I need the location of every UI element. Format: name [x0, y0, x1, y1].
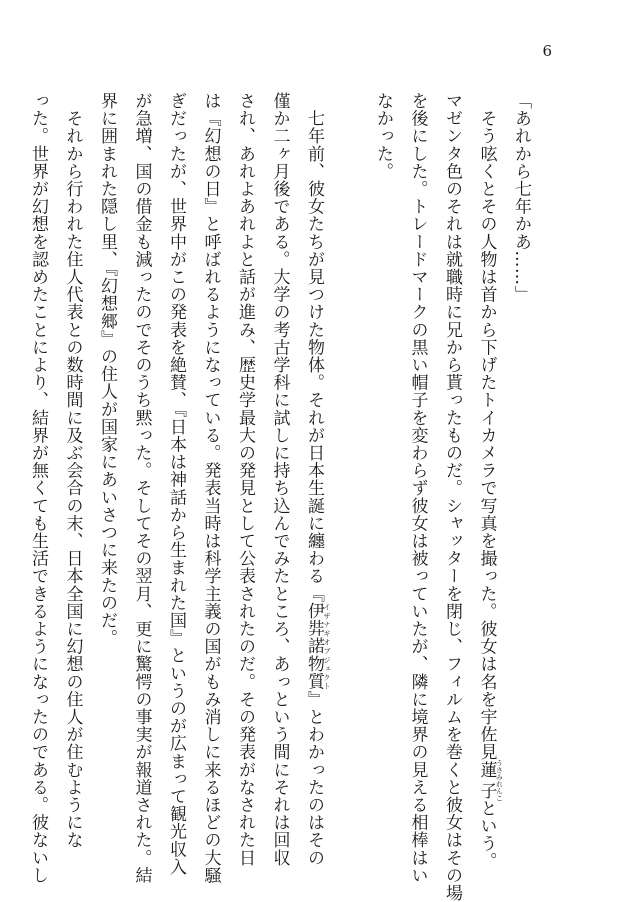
text-line: が急増、国の借金も減ったのでそのうち黙った。そしてその翌月、更に驚愕の事実が報道された。結 [131, 92, 152, 884]
text-segment: そう呟くとその人物は首から下げたトイカメラで写真を撮った。彼女は名を宇佐見 [476, 92, 497, 761]
text-segment: 七年前、彼女たちが見つけた物体。それが日本生誕に纏わる『 [304, 92, 324, 603]
body-text [21, 92, 539, 902]
text-line: 「あれから七年かあ……」 [511, 92, 531, 304]
text-line: それから行われた住人代表との数時間に及ぶ会合の末、日本全国に幻想の住人が住むようにな [62, 92, 83, 849]
text-line: 界に囲まれた隠し里、『幻想郷』の住人が国家にあいさつに来たのだ。 [97, 92, 117, 647]
ruby-base: 伊弉諾物質 [304, 602, 324, 691]
text-line [297, 92, 332, 867]
text-line: は『幻想の日』と呼ばれるようになっている。発表当時は科学主義の国がもみ消しに来るほどの大騒 [200, 92, 221, 884]
text-segment: 』とわかったのはその [304, 690, 324, 867]
ruby-object [304, 602, 331, 691]
ruby-reading: イザナギオブジェクト [323, 602, 331, 691]
paragraph-gap [331, 92, 366, 752]
text-line: 僅か二ヶ月後である。大学の考古学科に試しに持ち込んでみたところ、あっという間にそれは回収 [269, 92, 290, 867]
text-line [469, 92, 504, 870]
text-line: マゼンタ色のそれは就職時に兄から貰ったものだ。シャッターを閉じ、フィルムを巻くと彼女はその場 [442, 92, 462, 902]
text-line: なかった。 [373, 92, 393, 180]
text-line: され、あれよあれよと話が進み、歴史学最大の発見として公表されたのだ。その発表がなされた日 [235, 92, 255, 867]
text-line: を後にした。トレードマークの黒い帽子を変わらず彼女は被っていたが、隣に境界の見える相棒はい [407, 92, 428, 884]
page-number: 6 [542, 42, 552, 60]
text-line: ぎだったが、世界中がこの発表を絶賛、『日本は神話から生まれた国』というのが広まって観光収入 [166, 92, 186, 876]
text-segment: という。 [476, 799, 497, 870]
ruby-reading: うさみれんこ [495, 759, 504, 802]
ruby-base: 蓮子 [476, 759, 497, 802]
ruby-renko [476, 759, 504, 802]
text-line: った。世界が幻想を認めたことにより、結界が無くても生活できるようになったのである。彼ないし [28, 92, 48, 884]
